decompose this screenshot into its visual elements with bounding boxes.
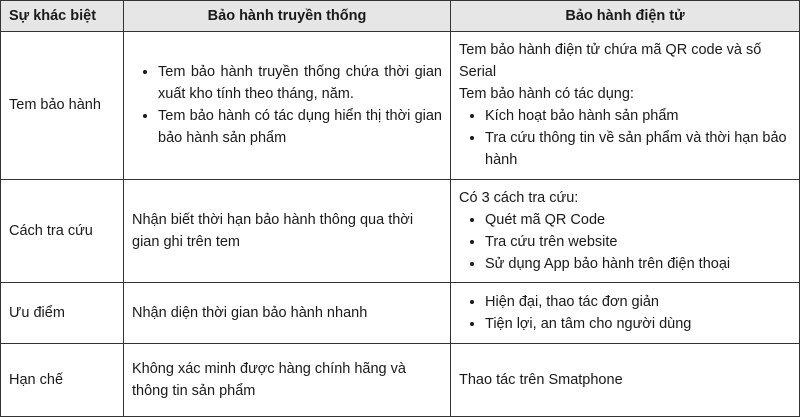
traditional-cell: Nhận biết thời hạn bảo hành thông qua thời gian ghi trên tem bbox=[124, 179, 451, 282]
traditional-cell: Không xác minh được hàng chính hãng và thông tin sản phẩm bbox=[124, 344, 451, 417]
row-label: Hạn chế bbox=[1, 344, 124, 417]
cell-text: Tem bảo hành có tác dụng: bbox=[459, 86, 634, 103]
list-item: • Quét mã QR Code bbox=[485, 209, 791, 231]
electronic-cell bbox=[451, 179, 800, 282]
list-item: • Tra cứu thông tin về sản phẩm và thời hạn bảo hành bbox=[485, 127, 791, 171]
row-label: Tem bảo hành bbox=[1, 32, 124, 180]
table-row bbox=[1, 179, 800, 282]
electronic-cell bbox=[451, 32, 800, 180]
table-row bbox=[1, 32, 800, 180]
header-row bbox=[1, 1, 800, 32]
list-item: • Kích hoạt bảo hành sản phẩm bbox=[485, 105, 791, 127]
electronic-cell: Thao tác trên Smatphone bbox=[451, 344, 800, 417]
list-item: • Tem bảo hành có tác dụng hiển thị thời gian bảo hành sản phẩm bbox=[158, 105, 442, 149]
cell-text: Tem bảo hành điện tử chứa mã QR code và số Serial bbox=[459, 42, 762, 81]
table-row bbox=[1, 344, 800, 417]
traditional-cell: Nhận diện thời gian bảo hành nhanh bbox=[124, 283, 451, 344]
bullet-list bbox=[459, 209, 791, 275]
bullet-list bbox=[459, 105, 791, 171]
list-item: • Hiện đại, thao tác đơn giản bbox=[485, 291, 791, 313]
header-electronic: Bảo hành điện tử bbox=[451, 1, 800, 32]
list-item: • Tiện lợi, an tâm cho người dùng bbox=[485, 313, 791, 335]
header-difference: Sự khác biệt bbox=[1, 1, 124, 32]
table-row bbox=[1, 283, 800, 344]
list-item: • Tra cứu trên website bbox=[485, 231, 791, 253]
cell-text: Có 3 cách tra cứu: bbox=[459, 190, 579, 207]
bullet-list bbox=[132, 61, 442, 149]
list-item: • Sử dụng App bảo hành trên điện thoại bbox=[485, 253, 791, 275]
list-item: • Tem bảo hành truyền thống chứa thời gian xuất kho tính theo tháng, năm. bbox=[158, 61, 442, 105]
row-label: Ưu điểm bbox=[1, 283, 124, 344]
row-label: Cách tra cứu bbox=[1, 179, 124, 282]
electronic-cell bbox=[451, 283, 800, 344]
traditional-cell bbox=[124, 32, 451, 180]
header-traditional: Bảo hành truyền thống bbox=[124, 1, 451, 32]
bullet-list bbox=[459, 291, 791, 335]
